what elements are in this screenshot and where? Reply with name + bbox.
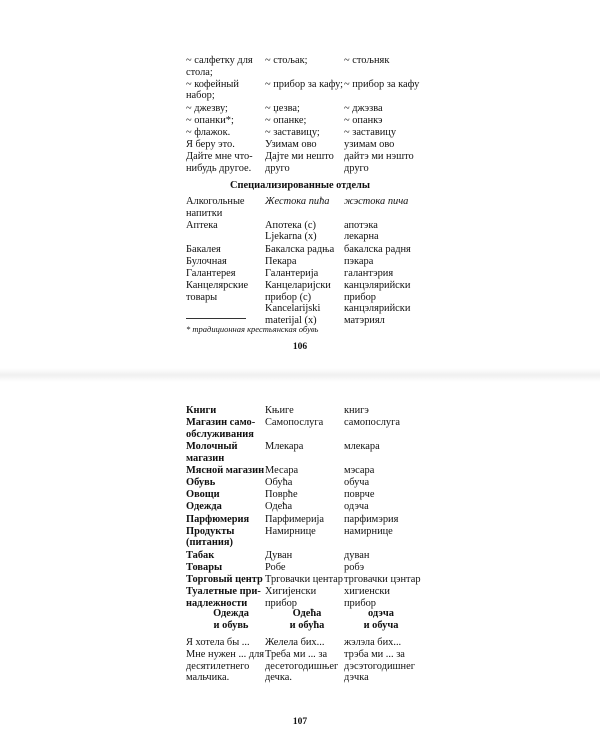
serbian-phrase: Дуван	[265, 549, 293, 561]
transcription: ~ заставицу	[344, 127, 397, 138]
transcription: книгэ	[344, 405, 369, 416]
transcription: жэлэла бих...	[344, 637, 402, 648]
serbian-phrase: Књиге	[265, 405, 294, 416]
russian-phrase: Аптека	[186, 219, 218, 231]
transcription: канцэлярийски прибор канцэлярийски матэриял	[344, 280, 411, 326]
russian-phrase: Я беру это.	[186, 139, 235, 151]
transcription: самопослуга	[344, 417, 401, 429]
footnote: * традиционная крестьянская обувь	[186, 324, 319, 334]
russian-phrase: Молочный магазин	[186, 441, 238, 464]
russian-phrase: Табак	[186, 549, 215, 561]
serbian-phrase: Хигијенски прибор	[265, 586, 317, 609]
serbian-phrase: Поврће	[265, 489, 298, 501]
transcription: ~ прибор за кафу	[344, 78, 420, 90]
transcription: обуча	[344, 477, 370, 488]
russian-phrase: Алкогольные напитки	[186, 196, 245, 219]
section-heading: Специализированные отделы	[230, 180, 370, 191]
transcription: узимам ово	[344, 139, 395, 151]
serbian-phrase: ~ опанке;	[265, 114, 307, 126]
transcription: намирнице	[344, 525, 393, 537]
serbian-phrase: Парфимерија	[265, 513, 325, 525]
serbian-phrase: ~ џезва;	[265, 102, 300, 114]
russian-phrase: Магазин само- обслуживания	[186, 417, 256, 440]
serbian-phrase: Канцеларијски прибор (с) Kancelarijski materijal (x)	[265, 280, 331, 326]
transcription: апотэка лекарна	[344, 219, 379, 243]
transcription: поврче	[344, 489, 375, 501]
russian-phrase: Обувь	[186, 477, 216, 488]
serbian-phrase: Самопослуга	[265, 417, 324, 429]
russian-phrase: Туалетные при- надлежности	[186, 586, 261, 609]
transcription: одэча	[344, 501, 369, 513]
transcription: хигиенски прибор	[344, 586, 390, 609]
transcription: парфимэрия	[344, 513, 399, 525]
russian-phrase: Я хотела бы ...	[186, 637, 250, 648]
serbian-phrase: Намирнице	[265, 525, 316, 537]
russian-phrase: Бакалея	[186, 243, 221, 255]
russian-phrase: Книги	[186, 405, 217, 416]
transcription: бакалска радня	[344, 243, 411, 255]
serbian-phrase: Млекара	[265, 441, 304, 452]
russian-phrase: ~ опанки*;	[186, 114, 234, 126]
transcription: млекара	[344, 441, 380, 452]
serbian-phrase: ~ прибор за кафу;	[265, 78, 344, 90]
transcription: трэба ми ... за дэсэтогодишнег дэчка	[344, 649, 415, 684]
transcription: ~ стољняк	[344, 55, 390, 66]
serbian-phrase: Узимам ово	[265, 139, 317, 151]
footnote-rule	[186, 318, 246, 319]
russian-phrase: ~ кофейный набор;	[186, 78, 239, 102]
transcription: робэ	[344, 561, 365, 573]
russian-phrase: Мясной магазин	[186, 464, 265, 476]
russian-phrase: Мне нужен ... для десятилетнего мальчика.	[186, 649, 265, 684]
page-number: 106	[292, 342, 308, 352]
russian-phrase: Галантерея	[186, 268, 236, 279]
transcription: жэстока пича	[344, 196, 409, 207]
russian-phrase: ~ флажок.	[186, 127, 231, 138]
serbian-phrase: Дајте ми нешто друго	[265, 151, 334, 174]
serbian-phrase: ~ заставицу;	[265, 127, 320, 138]
subsection-heading: Одећа и обућа	[289, 608, 325, 631]
serbian-phrase: Треба ми ... за десетогодишњег дечка.	[265, 649, 339, 684]
russian-phrase: ~ джезву;	[186, 102, 228, 114]
serbian-phrase: ~ стољак;	[265, 55, 308, 66]
serbian-phrase: Трговачки центар	[265, 574, 343, 585]
serbian-phrase: Желела бих...	[265, 637, 325, 648]
russian-phrase: Дайте мне что- нибудь другое.	[186, 151, 253, 174]
serbian-phrase: Пекара	[265, 255, 297, 267]
transcription: дайтэ ми нэшто друго	[344, 151, 414, 174]
subsection-heading: одэча и обуча	[363, 608, 399, 631]
russian-phrase: Канцелярские товары	[186, 280, 249, 303]
transcription: ~ опанкэ	[344, 114, 383, 126]
russian-phrase: Парфюмерия	[186, 513, 250, 525]
serbian-phrase: Галантерија	[265, 268, 319, 279]
russian-phrase: Продукты (питания)	[186, 525, 235, 549]
russian-phrase: Торговый центр	[186, 574, 263, 585]
russian-phrase: Товары	[186, 561, 223, 573]
serbian-phrase: Жестока пића	[265, 196, 330, 207]
transcription: пэкара	[344, 255, 374, 267]
serbian-phrase: Обућа	[265, 477, 293, 488]
russian-phrase: ~ салфетку для стола;	[186, 55, 253, 78]
russian-phrase: Одежда	[186, 501, 222, 513]
transcription: дуван	[344, 549, 370, 561]
transcription: трговачки цэнтар	[344, 574, 421, 585]
serbian-phrase: Одећа	[265, 501, 293, 513]
transcription: галантэрия	[344, 268, 394, 279]
serbian-phrase: Апотека (с) Ljekarna (x)	[265, 219, 317, 243]
serbian-phrase: Месара	[265, 464, 299, 476]
serbian-phrase: Робе	[265, 561, 286, 573]
russian-phrase: Овощи	[186, 489, 220, 501]
transcription: ~ джэзва	[344, 102, 383, 114]
page-107	[0, 375, 600, 750]
page-number: 107	[292, 717, 308, 727]
serbian-phrase: Бакалска радња	[265, 243, 335, 255]
transcription: мэсара	[344, 464, 375, 476]
russian-phrase: Булочная	[186, 255, 227, 267]
subsection-heading: Одежда и обувь	[213, 608, 249, 631]
